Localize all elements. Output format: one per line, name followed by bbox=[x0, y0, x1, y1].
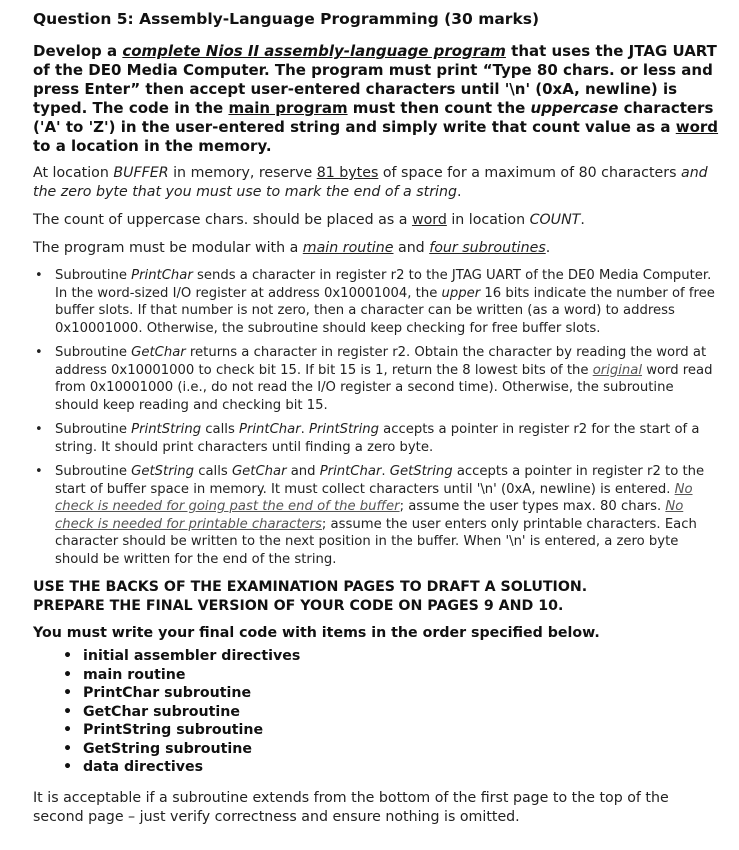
modular-paragraph: The program must be modular with a main routine and four subroutines. bbox=[33, 240, 551, 256]
list-item: • PrintChar subroutine bbox=[61, 684, 721, 703]
list-item-printchar: • Subroutine PrintChar sends a character in register r2 to the JTAG UART of the DE0 Media Computer. In the word-sized I/O register at address 0x10001004, the upper 16 bits indicate the number of free buffer slots. If that number is not zero, then a character can be written (as a word) to address 0x10001000. Otherwise, the subroutine should keep checking for free buffer slots. bbox=[33, 267, 721, 337]
emphasis-word: word bbox=[675, 118, 719, 136]
draft-instructions: USE THE BACKS OF THE EXAMINATION PAGES TO DRAFT A SOLUTION. PREPARE THE FINAL VERSION OF YOUR CODE ON PAGES 9 AND 10. bbox=[33, 579, 588, 614]
emphasis-complete-program: complete Nios II assembly-language program bbox=[122, 42, 506, 60]
count-paragraph: The count of uppercase chars. should be placed as a word in location COUNT. bbox=[33, 212, 585, 228]
emphasis-main-program: main program bbox=[228, 99, 348, 117]
emphasis-uppercase: uppercase bbox=[530, 99, 619, 117]
order-heading: You must write your final code with items in the order specified below. bbox=[33, 625, 600, 641]
order-list bbox=[33, 647, 721, 777]
closing-note: It is acceptable if a subroutine extends from the bottom of the first page to the top of the second page – just verify correctness and ensure nothing is omitted. bbox=[33, 789, 669, 825]
list-item-getchar: • Subroutine GetChar returns a character in register r2. Obtain the character by reading the word at address 0x10001000 to check bit 15. If bit 15 is 1, return the 8 lowest bits of the original word read from 0x10001000 (i.e., do not read the I/O register a second time). Otherwise, the subroutine should keep reading and checking bit 15. bbox=[33, 344, 721, 414]
subroutine-list bbox=[33, 267, 721, 568]
question-title: Question 5: Assembly-Language Programming (30 marks) bbox=[33, 10, 540, 28]
list-item: • GetString subroutine bbox=[61, 740, 721, 759]
list-item: • GetChar subroutine bbox=[61, 703, 721, 722]
list-item-printstring: • Subroutine PrintString calls PrintChar. PrintString accepts a pointer in register r2 for the start of a string. It should print characters until finding a zero byte. bbox=[33, 421, 721, 456]
list-item: • PrintString subroutine bbox=[61, 721, 721, 740]
list-item: • data directives bbox=[61, 758, 721, 777]
buffer-paragraph: At location BUFFER in memory, reserve 81 bytes of space for a maximum of 80 characters and the zero byte that you must use to mark the end of a string. bbox=[33, 165, 708, 200]
intro-paragraph: Develop a complete Nios II assembly-language program that uses the JTAG UART of the DE0 Media Computer. The program must print “Type 80 chars. or less and press Enter” then accept user-entered characters until '\n' (0xA, newline) is typed. The code in the main program must then count the uppercase characters ('A' to 'Z') in the user-entered string and simply write that count value as a word to a location in the memory. bbox=[33, 42, 719, 155]
list-item-getstring: • Subroutine GetString calls GetChar and PrintChar. GetString accepts a pointer in register r2 to the start of buffer space in memory. It must collect characters until '\n' (0xA, newline) is entered. No check is needed for going past the end of the buffer; assume the user types max. 80 chars. No check is needed for printable characters; assume the user enters only printable characters. Each character should be written to the next position in the buffer. When '\n' is entered, a zero byte should be written for the end of the string. bbox=[33, 463, 721, 568]
list-item: • main routine bbox=[61, 666, 721, 685]
list-item: • initial assembler directives bbox=[61, 647, 721, 666]
